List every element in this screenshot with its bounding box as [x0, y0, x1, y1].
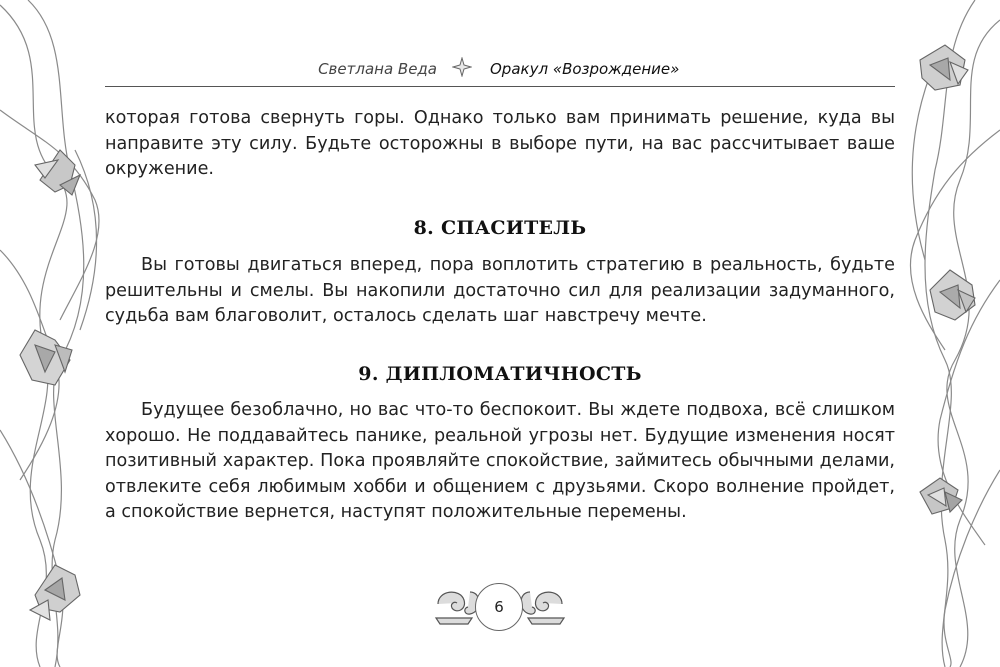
- text-line: а спокойствие вернется, наступят положительные перемены.: [105, 502, 687, 522]
- section-paragraph-8: [105, 253, 895, 330]
- text-line: направите эту силу. Будьте осторожны в выборе пути, на вас рассчитывает ваше: [105, 133, 895, 154]
- text-line: окружение.: [105, 159, 214, 179]
- section-heading-8: 8. СПАСИТЕЛЬ: [413, 217, 587, 239]
- four-point-star-icon: [452, 57, 472, 77]
- text-line: хорошо. Не поддавайтесь панике, реальной угрозы нет. Будущие изменения носят: [105, 425, 895, 446]
- section-heading-9: 9. ДИПЛОМАТИЧНОСТЬ: [358, 363, 642, 385]
- text-line: судьба вам благоволит, осталось сделать шаг навстречу мечте.: [105, 306, 707, 326]
- text-line: Вы готовы двигаться вперед, пора воплотить стратегию в реальность, будьте: [141, 255, 895, 275]
- text-line: отвлеките себя любимым хобби и общением с друзьями. Скоро волнение пройдет,: [105, 476, 895, 497]
- section-paragraph-9: [105, 398, 895, 526]
- text-line: Будущее безоблачно, но вас что-то беспокоит. Вы ждете подвоха, всё слишком: [141, 400, 895, 420]
- header-author: Светлана Веда: [318, 60, 437, 78]
- text-line: которая готова свернуть горы. Однако только вам принимать решение, куда вы: [105, 108, 895, 128]
- intro-paragraph: [105, 106, 895, 183]
- page-number: 6: [475, 583, 523, 631]
- text-line: позитивный характер. Пока проявляйте спокойствие, займитесь обычными делами,: [105, 451, 895, 471]
- text-line: решительны и смелы. Вы накопили достаточно сил для реализации задуманного,: [105, 280, 895, 301]
- page-number-badge: [475, 583, 525, 633]
- header-book-title: Оракул «Возрождение»: [490, 60, 680, 78]
- running-header: [105, 52, 895, 87]
